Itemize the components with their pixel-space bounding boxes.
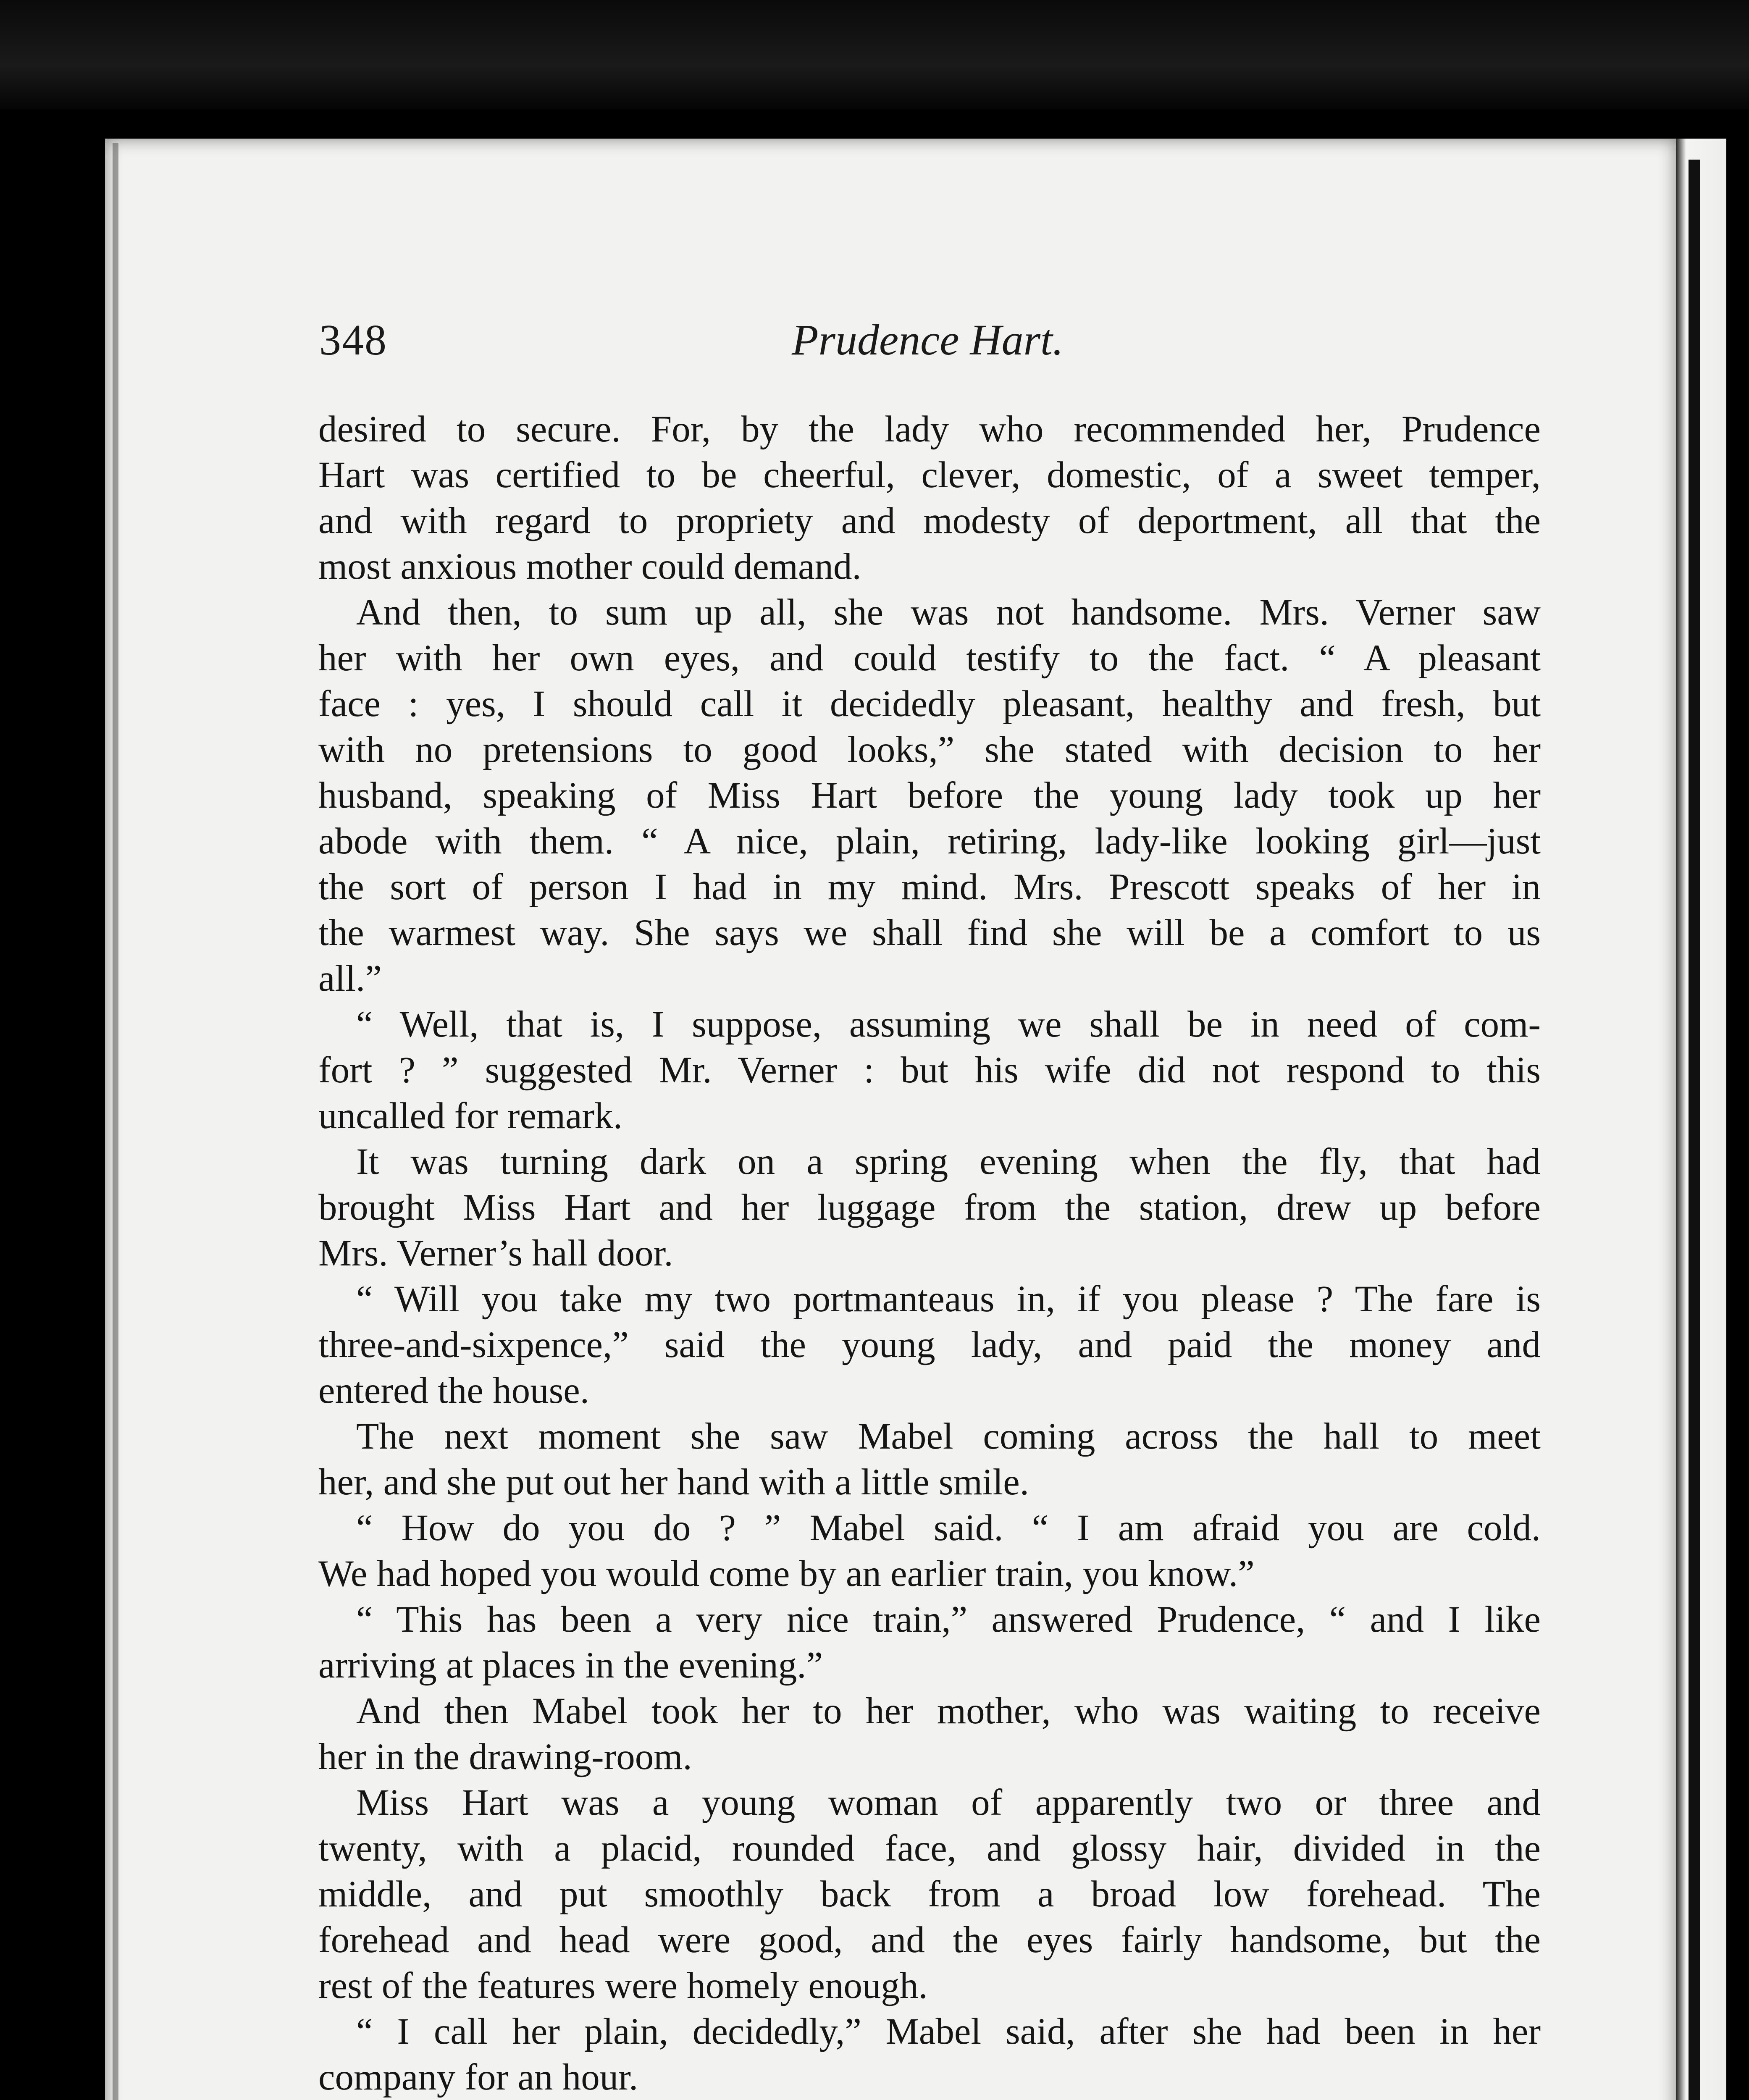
text-line: Hart was certified to be cheerful, clever, domestic, of a sweet temper, xyxy=(318,454,1541,496)
text-line: uncalled for remark. xyxy=(318,1095,622,1137)
page-number: 348 xyxy=(319,316,387,364)
binding-shadow xyxy=(1689,160,1700,2100)
text-line: “ Will you take my two portmanteaus in, if you please ? The fare is xyxy=(356,1278,1541,1320)
text-line: her in the drawing-room. xyxy=(318,1736,692,1777)
text-line: We had hoped you would come by an earlier train, you know.” xyxy=(318,1553,1255,1594)
text-line: abode with them. “ A nice, plain, retiring, lady-like looking girl—just xyxy=(318,821,1541,862)
text-line: most anxious mother could demand. xyxy=(318,546,861,587)
text-line: And then Mabel took her to her mother, who was waiting to receive xyxy=(356,1690,1541,1732)
running-head xyxy=(0,315,1749,374)
text-line: “ Well, that is, I suppose, assuming we shall be in need of com- xyxy=(356,1004,1541,1045)
page-gutter-edge xyxy=(113,143,118,2100)
text-line: rest of the features were homely enough. xyxy=(318,1965,928,2006)
text-line: forehead and head were good, and the eyes fairly handsome, but the xyxy=(318,1919,1541,1961)
text-line: “ I call her plain, decidedly,” Mabel said, after she had been in her xyxy=(356,2011,1541,2052)
text-line: company for an hour. xyxy=(318,2057,638,2098)
text-line: Mrs. Verner’s hall door. xyxy=(318,1233,673,1274)
text-line: all.” xyxy=(318,958,382,999)
text-line: her with her own eyes, and could testify to the fact. “ A pleasant xyxy=(318,638,1541,679)
text-line: with no pretensions to good looks,” she stated with decision to her xyxy=(318,729,1541,770)
text-line: the warmest way. She says we shall find she will be a comfort to us xyxy=(318,912,1541,953)
text-line: brought Miss Hart and her luggage from the station, drew up before xyxy=(318,1187,1541,1228)
text-line: desired to secure. For, by the lady who recommended her, Prudence xyxy=(318,409,1541,450)
text-line: The next moment she saw Mabel coming across the hall to meet xyxy=(356,1416,1541,1457)
text-line: her, and she put out her hand with a little smile. xyxy=(318,1462,1029,1503)
text-line: “ How do you do ? ” Mabel said. “ I am afraid you are cold. xyxy=(356,1507,1541,1549)
text-line: the sort of person I had in my mind. Mrs. Prescott speaks of her in xyxy=(318,866,1541,908)
text-line: husband, speaking of Miss Hart before the young lady took up her xyxy=(318,775,1541,816)
body-text xyxy=(318,407,1541,2100)
text-line: arriving at places in the evening.” xyxy=(318,1645,823,1686)
running-title: Prudence Hart. xyxy=(792,316,1064,364)
text-line: fort ? ” suggested Mr. Verner : but his wife did not respond to this xyxy=(318,1050,1541,1091)
text-line: entered the house. xyxy=(318,1370,589,1411)
text-line: Miss Hart was a young woman of apparently two or three and xyxy=(356,1782,1541,1823)
text-line: face : yes, I should call it decidedly pleasant, healthy and fresh, but xyxy=(318,683,1541,724)
text-line: three-and-sixpence,” said the young lady, and paid the money and xyxy=(318,1324,1541,1365)
text-line: and with regard to propriety and modesty of deportment, all that the xyxy=(318,500,1541,541)
text-line: And then, to sum up all, she was not handsome. Mrs. Verner saw xyxy=(356,592,1541,633)
facing-page-edge xyxy=(1676,139,1726,2100)
scan-background xyxy=(0,0,1749,109)
text-line: middle, and put smoothly back from a broad low forehead. The xyxy=(318,1874,1541,1915)
text-line: twenty, with a placid, rounded face, and glossy hair, divided in the xyxy=(318,1828,1541,1869)
text-line: “ This has been a very nice train,” answered Prudence, “ and I like xyxy=(356,1599,1541,1640)
text-line: It was turning dark on a spring evening when the fly, that had xyxy=(356,1141,1541,1182)
